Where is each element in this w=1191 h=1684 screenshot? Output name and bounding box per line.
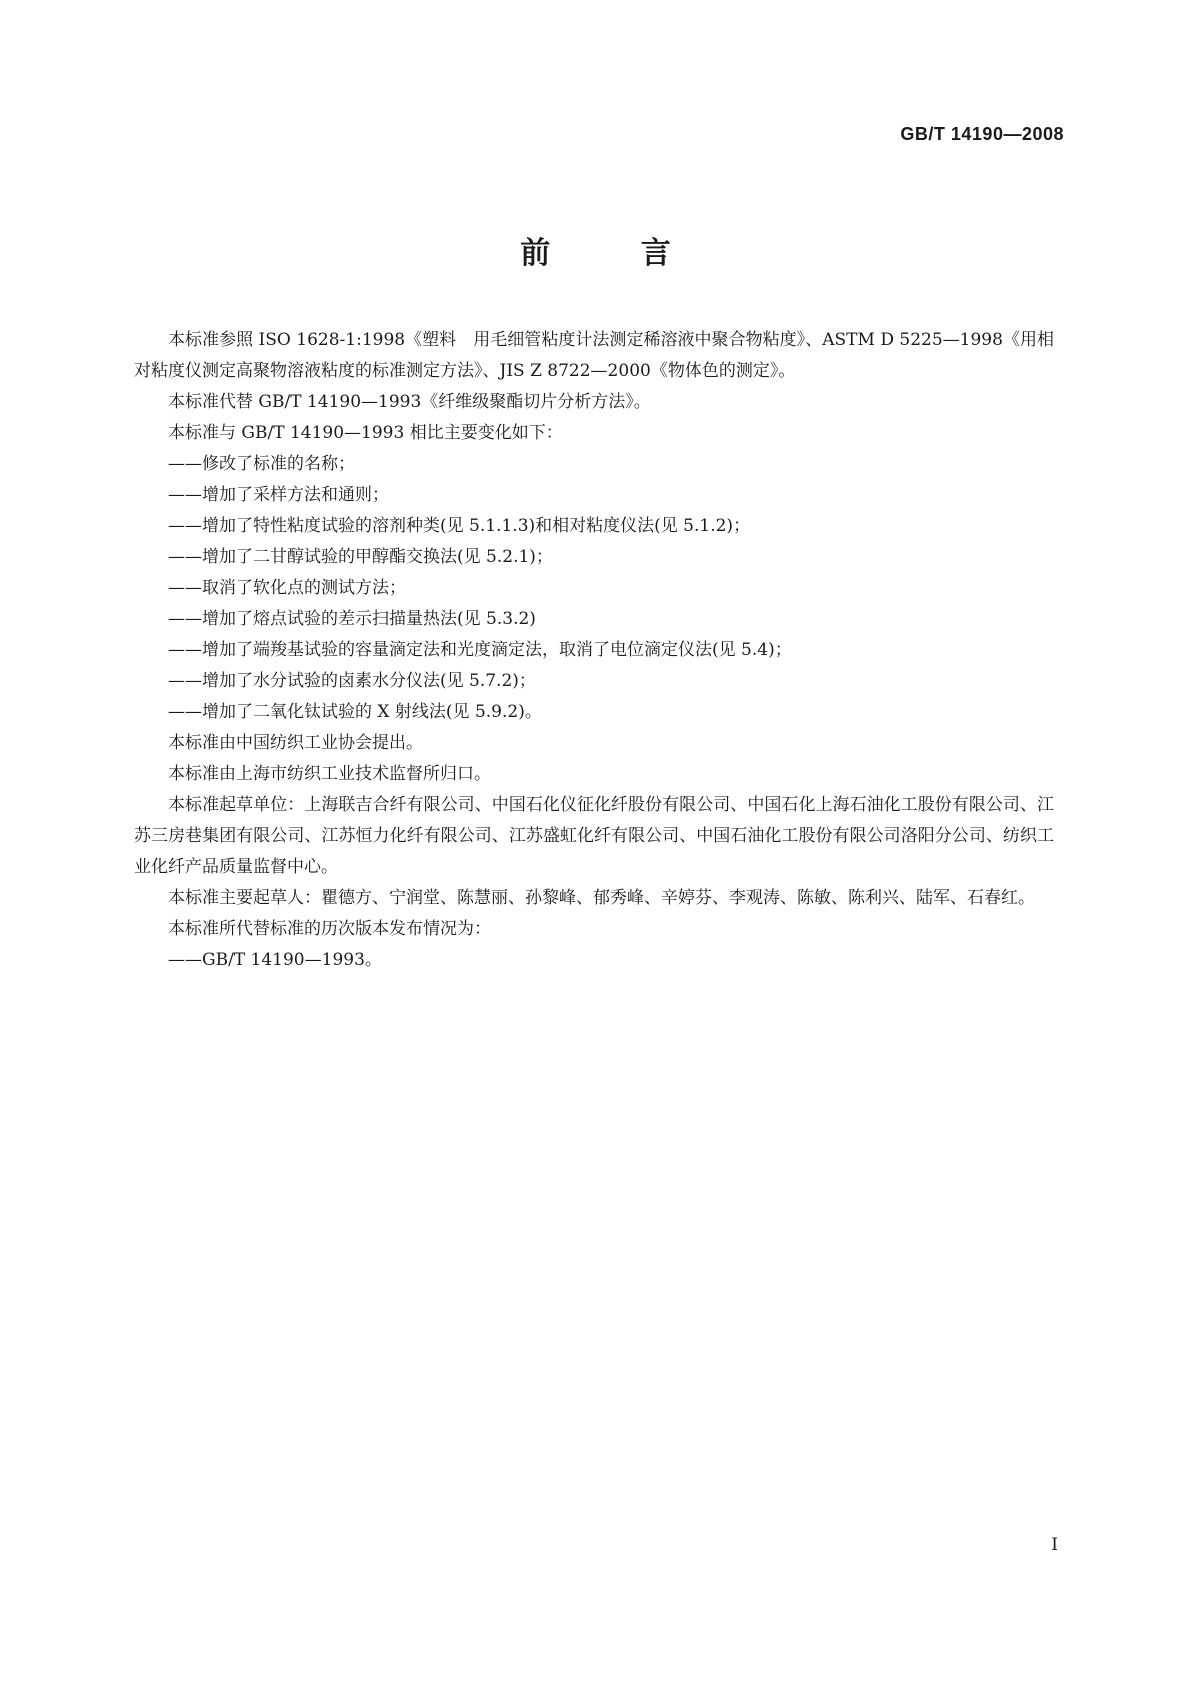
change-item: ——增加了二甘醇试验的甲醇酯交换法(见 5.2.1)； xyxy=(168,547,553,567)
paragraph-changes-intro: 本标准与 GB/T 14190—1993 相比主要变化如下： xyxy=(168,423,563,443)
foreword-body xyxy=(134,325,1054,976)
paragraph-proposer: 本标准由中国纺织工业协会提出。 xyxy=(168,733,423,753)
paragraph-references: 本标准参照 ISO 1628-1:1998《塑料 用毛细管粘度计法测定稀溶液中聚合物粘度》、ASTM D 5225—1998《用相对粘度仪测定高聚物溶液粘度的标准测定方法》、JIS Z 8722—2000《物体色的测定》。 xyxy=(134,330,1054,381)
page-title: 前 言 xyxy=(520,236,711,271)
paragraph-replaces: 本标准代替 GB/T 14190—1993《纤维级聚酯切片分析方法》。 xyxy=(168,392,651,412)
change-item: ——修改了标准的名称； xyxy=(168,454,355,474)
change-item: ——增加了采样方法和通则； xyxy=(168,485,389,505)
history-item: ——GB/T 14190—1993。 xyxy=(168,950,382,970)
change-item: ——增加了熔点试验的差示扫描量热法(见 5.3.2) xyxy=(168,609,536,629)
change-item: ——增加了特性粘度试验的溶剂种类(见 5.1.1.3)和相对粘度仪法(见 5.1.2)； xyxy=(168,516,751,536)
paragraph-drafting-units: 本标准起草单位：上海联吉合纤有限公司、中国石化仪征化纤股份有限公司、中国石化上海石油化工股份有限公司、江苏三房巷集团有限公司、江苏恒力化纤有限公司、江苏盛虹化纤有限公司、中国石油化工股份有限公司洛阳分公司、纺织工业化纤产品质量监督中心。 xyxy=(134,795,1054,877)
change-item: ——增加了端羧基试验的容量滴定法和光度滴定法，取消了电位滴定仪法(见 5.4)； xyxy=(168,640,792,660)
paragraph-centralized: 本标准由上海市纺织工业技术监督所归口。 xyxy=(168,764,491,784)
change-item: ——取消了软化点的测试方法； xyxy=(168,578,406,598)
page-number: I xyxy=(1051,1535,1058,1555)
paragraph-drafters: 本标准主要起草人：瞿德方、宁润堂、陈慧丽、孙黎峰、郁秀峰、辛婷芬、李观涛、陈敏、陈利兴、陆军、石春红。 xyxy=(168,888,1035,908)
standard-code: GB/T 14190—2008 xyxy=(900,124,1064,144)
paragraph-history-intro: 本标准所代替标准的历次版本发布情况为： xyxy=(168,919,491,939)
change-item: ——增加了二氧化钛试验的 X 射线法(见 5.9.2)。 xyxy=(168,702,542,722)
change-item: ——增加了水分试验的卤素水分仪法(见 5.7.2)； xyxy=(168,671,536,691)
